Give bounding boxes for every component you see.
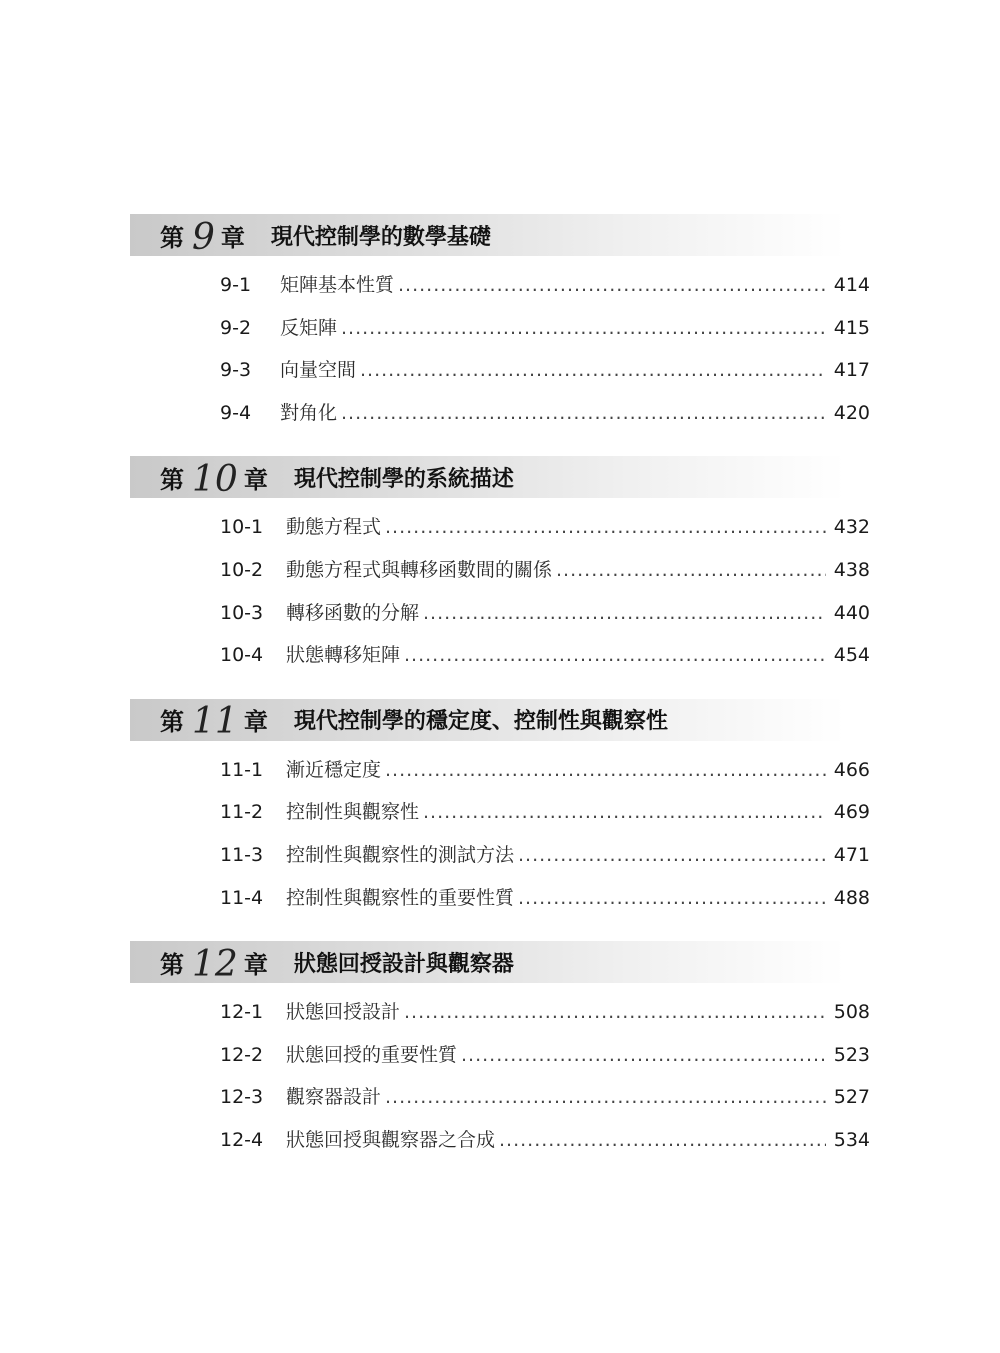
section-title: 狀態轉移矩陣 (286, 644, 401, 667)
dot-leader (385, 1086, 826, 1108)
chapter-suffix: 章 (243, 950, 268, 979)
page-number: 415 (833, 316, 870, 339)
toc-entry[interactable] (130, 997, 870, 1040)
page-number: 523 (833, 1043, 870, 1066)
chapter-title: 現代控制學的系統描述 (293, 466, 514, 492)
page-number: 527 (833, 1086, 870, 1109)
toc-entry[interactable] (130, 598, 870, 641)
chapter-10 (130, 456, 870, 682)
page-number: 454 (833, 644, 870, 667)
section-title: 動態方程式與轉移函數間的關係 (286, 558, 553, 581)
section-title: 向量空間 (280, 359, 357, 382)
section-list (130, 270, 870, 440)
toc-entry[interactable] (130, 398, 870, 441)
section-number: 10-1 (220, 516, 264, 539)
section-number: 12-1 (220, 1001, 264, 1024)
chapter-suffix: 章 (243, 708, 268, 737)
section-title: 觀察器設計 (286, 1086, 382, 1109)
section-number: 10-2 (220, 558, 264, 581)
toc-entry[interactable] (130, 797, 870, 840)
chapter-header (130, 214, 845, 256)
dot-leader (341, 402, 826, 424)
section-list (130, 755, 870, 925)
chapter-prefix: 第 (160, 950, 184, 979)
dot-leader (341, 317, 826, 339)
dot-leader (404, 644, 826, 666)
section-number: 12-3 (220, 1086, 264, 1109)
section-title: 對角化 (280, 401, 338, 424)
chapter-title: 狀態回授設計與觀察器 (293, 951, 514, 977)
toc-entry[interactable] (130, 1040, 870, 1083)
section-number: 11-2 (220, 801, 264, 824)
dot-leader (423, 801, 826, 823)
toc-entry[interactable] (130, 883, 870, 926)
dot-leader (423, 602, 826, 624)
chapter-suffix: 章 (220, 223, 245, 252)
toc-entry[interactable] (130, 270, 870, 313)
section-number: 11-4 (220, 886, 264, 909)
page-number: 432 (833, 516, 870, 539)
chapter-title: 現代控制學的穩定度、控制性與觀察性 (293, 709, 668, 735)
page-number: 440 (833, 601, 870, 624)
toc-entry[interactable] (130, 512, 870, 555)
section-title: 矩陣基本性質 (280, 274, 395, 296)
section-number: 9-3 (220, 359, 252, 382)
section-list (130, 997, 870, 1167)
chapter-header (130, 941, 845, 983)
section-number: 11-3 (220, 843, 264, 866)
section-number: 12-2 (220, 1043, 264, 1066)
dot-leader (360, 359, 826, 381)
page-number: 414 (833, 274, 870, 296)
page-number: 471 (833, 843, 870, 866)
chapter-title: 現代控制學的數學基礎 (270, 224, 491, 250)
section-number: 11-1 (220, 758, 264, 781)
section-title: 轉移函數的分解 (286, 601, 420, 624)
chapter-header (130, 699, 845, 741)
page-number: 534 (833, 1128, 870, 1151)
dot-leader (556, 559, 826, 581)
chapter-prefix: 第 (160, 708, 184, 737)
dot-leader (518, 887, 826, 909)
dot-leader (385, 516, 826, 538)
page-number: 420 (833, 401, 870, 424)
chapter-12 (130, 941, 870, 1167)
toc-entry[interactable] (130, 640, 870, 683)
toc-entry[interactable] (130, 355, 870, 398)
dot-leader (404, 1001, 826, 1023)
chapter-number: 10 (192, 458, 238, 500)
section-title: 反矩陣 (280, 316, 338, 339)
section-title: 狀態回授的重要性質 (286, 1043, 458, 1066)
section-title: 動態方程式 (286, 516, 382, 539)
page-number: 466 (833, 758, 870, 781)
page-number: 438 (833, 558, 870, 581)
section-number: 10-3 (220, 601, 264, 624)
section-number: 10-4 (220, 644, 264, 667)
page-number: 508 (833, 1001, 870, 1024)
toc-entry[interactable] (130, 840, 870, 883)
section-title: 控制性與觀察性的測試方法 (286, 843, 515, 866)
section-title: 狀態回授與觀察器之合成 (286, 1128, 496, 1151)
chapter-prefix: 第 (160, 223, 184, 252)
page-number: 417 (833, 359, 870, 382)
section-number: 9-2 (220, 316, 252, 339)
chapter-number: 11 (192, 701, 238, 743)
dot-leader (499, 1129, 826, 1151)
section-title: 漸近穩定度 (286, 758, 382, 781)
chapter-11 (130, 699, 870, 925)
toc-entry[interactable] (130, 1082, 870, 1125)
chapter-prefix: 第 (160, 465, 184, 494)
chapter-suffix: 章 (243, 465, 268, 494)
dot-leader (385, 759, 826, 781)
toc-entry[interactable] (130, 313, 870, 356)
table-of-contents (130, 214, 870, 1184)
chapter-header (130, 456, 845, 498)
chapter-9 (130, 214, 870, 440)
section-number: 9-1 (220, 274, 252, 296)
chapter-number: 12 (192, 943, 238, 985)
section-number: 9-4 (220, 401, 252, 424)
chapter-number: 9 (192, 216, 215, 258)
section-list (130, 512, 870, 682)
page-number: 469 (833, 801, 870, 824)
section-title: 控制性與觀察性的重要性質 (286, 886, 515, 909)
section-title: 控制性與觀察性 (286, 801, 420, 824)
toc-entry[interactable] (130, 555, 870, 598)
section-number: 12-4 (220, 1128, 264, 1151)
dot-leader (461, 1044, 826, 1066)
dot-leader (518, 844, 826, 866)
section-title: 狀態回授設計 (286, 1001, 401, 1024)
toc-entry[interactable] (130, 755, 870, 798)
page-number: 488 (833, 886, 870, 909)
toc-entry[interactable] (130, 1125, 870, 1168)
dot-leader (398, 274, 826, 296)
